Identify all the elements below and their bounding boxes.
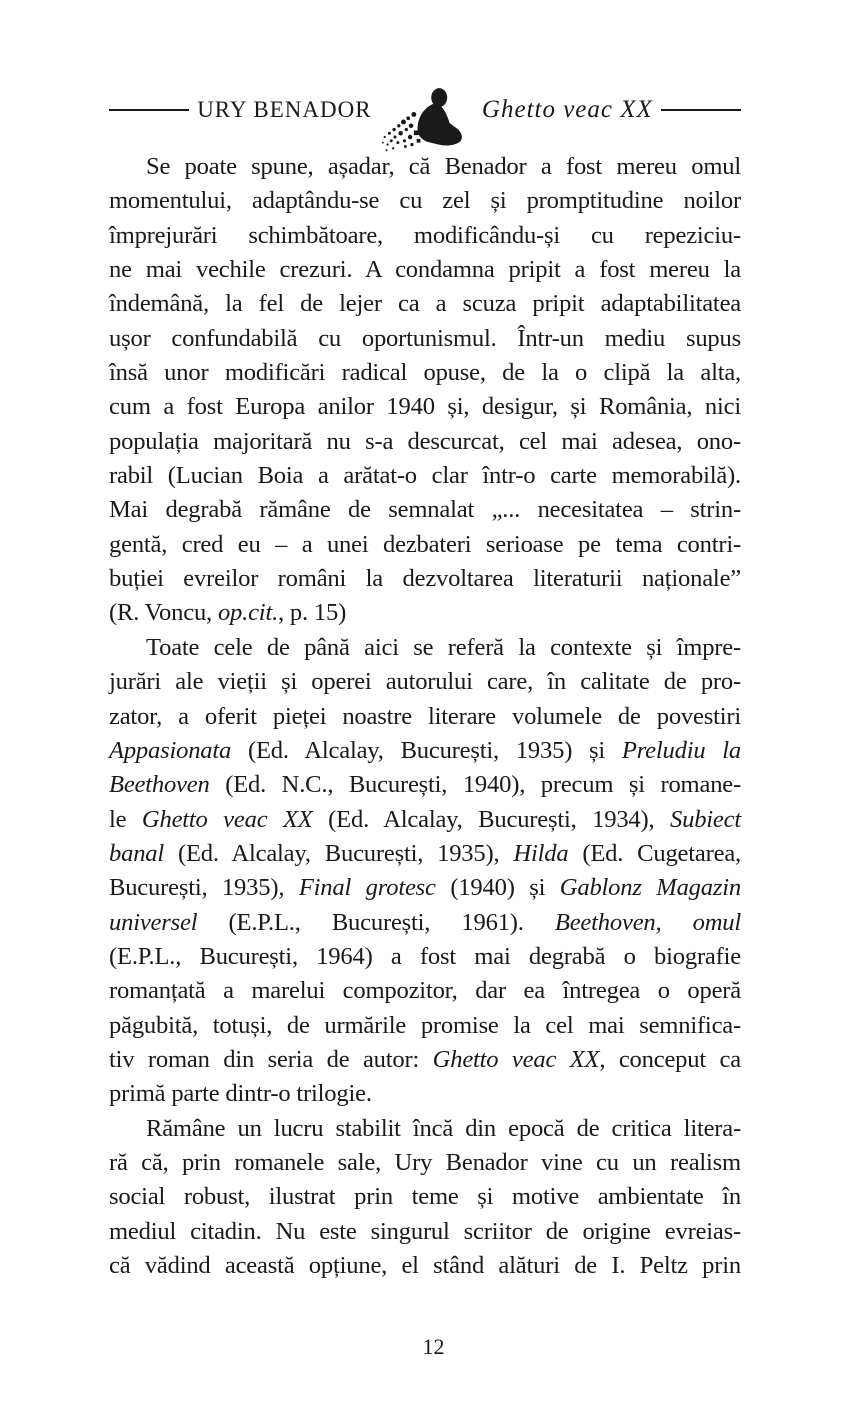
text-line: populația majoritară nu s-a descurcat, cel mai adesea, ono- — [109, 427, 741, 455]
text-line: ușor confundabilă cu oportunismul. Într-un mediu supus — [109, 324, 741, 352]
text-line: păgubită, totuși, de urmările promise la cel mai semnifica- — [109, 1011, 741, 1039]
text-line: însă unor modificări radical opuse, de la o clipă la alta, — [109, 359, 741, 387]
text-line: universel (E.P.L., București, 1961). Beethoven, omul — [109, 908, 741, 936]
text-line: romanțată a marelui compozitor, dar ea întregea o operă — [109, 977, 741, 1005]
text-line: jurări ale vieții și operei autorului care, în calitate de pro- — [109, 668, 741, 696]
text-line: Appasionata (Ed. Alcalay, București, 1935) și Preludiu la — [109, 736, 741, 764]
text-line: Beethoven (Ed. N.C., București, 1940), precum și romane- — [109, 771, 741, 799]
text-line: momentului, adaptându-se cu zel și promptitudine noilor — [109, 187, 741, 215]
text-line: ră că, prin romanele sale, Ury Benador vine cu un realism — [109, 1148, 741, 1176]
text-line: îndemână, la fel de lejer ca a scuza pripit adaptabilitatea — [109, 290, 741, 318]
text-line: le Ghetto veac XX (Ed. Alcalay, București, 1934), Subiect — [109, 805, 741, 833]
text-line: buției evreilor români la dezvoltarea literaturii naționale” — [109, 565, 741, 593]
text-line: zator, a oferit pieței noastre literare volumele de povestiri — [109, 702, 741, 730]
header-rule-right — [661, 109, 741, 111]
text-line: Toate cele de până aici se referă la contexte și împre- — [146, 633, 741, 661]
text-line: rabil (Lucian Boia a arătat-o clar într-o carte memorabilă). — [109, 462, 741, 490]
text-line: împrejurări schimbătoare, modificându-și cu repeziciu- — [109, 221, 741, 249]
text-line: (R. Voncu, op.cit., p. 15) — [109, 599, 347, 627]
text-line: social robust, ilustrat prin teme și motive ambientate în — [109, 1183, 741, 1211]
text-line: gentă, cred eu – a unei dezbateri serioase pe tema contri- — [109, 530, 741, 558]
body-text — [109, 150, 741, 1283]
text-line: ne mai vechile crezuri. A condamna pripit a fost mereu la — [109, 256, 741, 284]
page-header — [109, 90, 741, 130]
text-line: Se poate spune, așadar, că Benador a fost mereu omul — [146, 153, 741, 180]
text-line: primă parte dintr-o trilogie. — [109, 1080, 372, 1108]
text-line: Rămâne un lucru stabilit încă din epocă de critica litera- — [146, 1114, 741, 1142]
body-paragraph — [109, 1112, 741, 1284]
seated-figure-ornament-icon — [380, 85, 474, 159]
page-number: 12 — [422, 1334, 445, 1359]
header-rule-left — [109, 109, 189, 111]
text-line: Mai degrabă rămâne de semnalat „... necesitatea – strin- — [109, 496, 741, 524]
body-paragraph — [109, 631, 741, 1112]
body-paragraph — [109, 150, 741, 631]
text-line: București, 1935), Final grotesc (1940) și Gablonz Magazin — [109, 874, 741, 902]
header-book-title: Ghetto veac XX — [481, 96, 653, 123]
text-line: mediul citadin. Nu este singurul scriitor de origine evreias- — [109, 1217, 741, 1245]
text-line: tiv roman din seria de autor: Ghetto veac XX, conceput ca — [109, 1045, 741, 1073]
text-line: (E.P.L., București, 1964) a fost mai degrabă o biografie — [109, 942, 741, 970]
text-line: banal (Ed. Alcalay, București, 1935), Hilda (Ed. Cugetarea, — [109, 839, 741, 867]
text-line: cum a fost Europa anilor 1940 și, desigur, și România, nici — [109, 393, 741, 421]
header-author-name: URY BENADOR — [197, 97, 372, 122]
text-line: că vădind această opțiune, el stând alături de I. Peltz prin — [109, 1252, 741, 1279]
